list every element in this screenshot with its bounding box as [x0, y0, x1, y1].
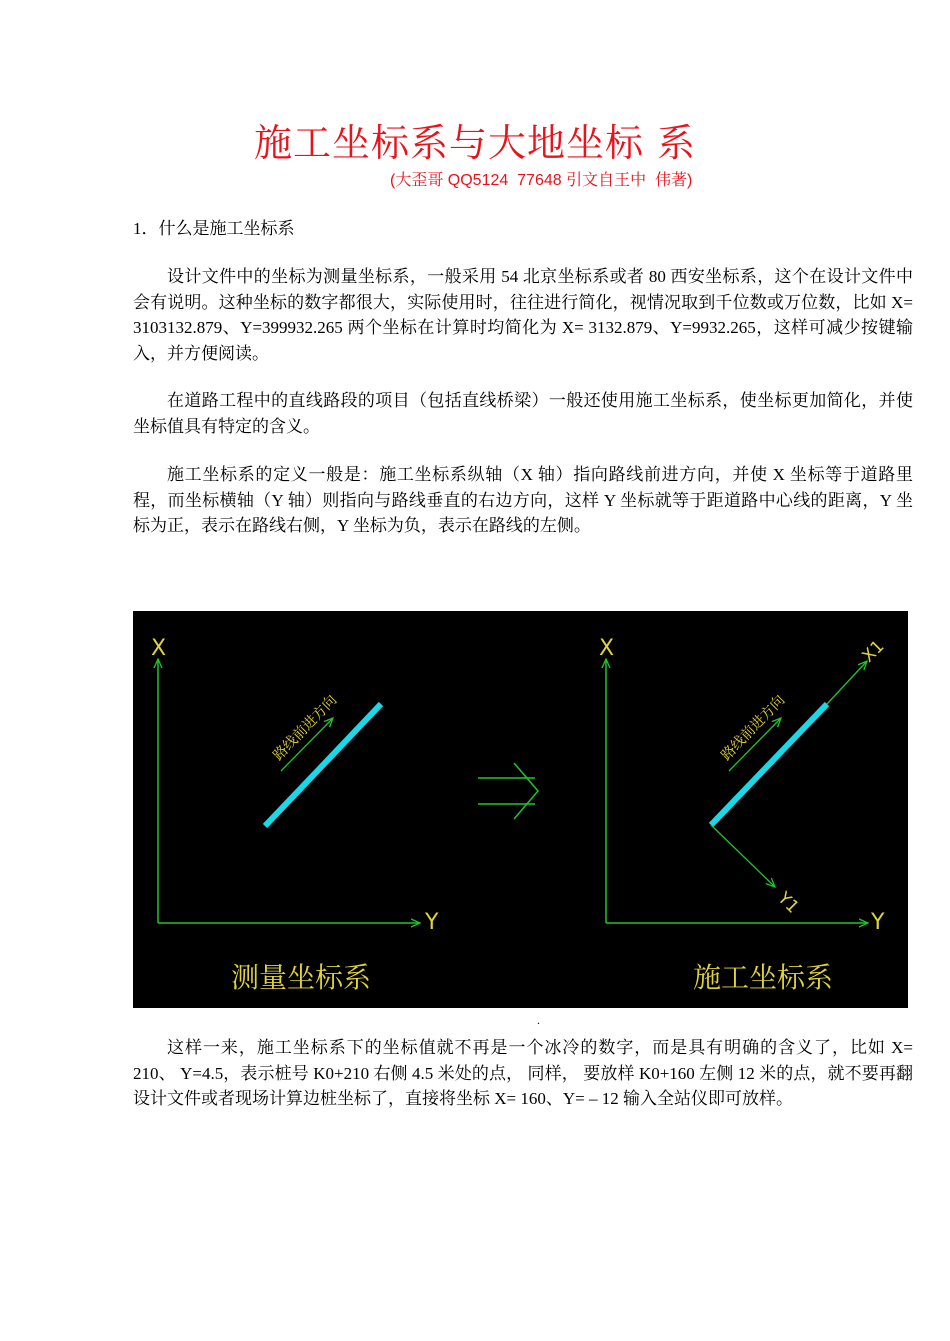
right-route-label: 路线前进方向	[718, 692, 789, 764]
coordinate-system-figure	[133, 611, 908, 1008]
left-route-label: 路线前进方向	[270, 692, 341, 764]
implies-arrow	[478, 763, 538, 819]
construction-coordinate-panel	[599, 636, 888, 994]
left-road-line	[265, 704, 381, 826]
left-x-label: X	[151, 636, 167, 661]
paragraph-3: 施工坐标系的定义一般是：施工坐标系纵轴（X 轴）指向路线前进方向，并使 X 坐标等于道路里程，而坐标横轴（Y 轴）则指向与路线垂直的右边方向，这样 Y 坐标就等于距道路中心线的距离，Y 坐标为正，表示在路线右侧，Y 坐标为负，表示在路线的左侧。	[133, 465, 913, 535]
survey-coordinate-panel	[151, 636, 439, 994]
y1-axis	[711, 825, 775, 887]
left-caption: 测量坐标系	[231, 961, 372, 994]
paragraph-2: 在道路工程中的直线路段的项目（包括直线桥梁）一般还使用施工坐标系，使坐标更加简化，并使坐标值具有特定的含义。	[133, 391, 913, 436]
document-title: 施工坐标系与大地坐标 系	[253, 121, 697, 165]
x1-axis	[827, 661, 867, 704]
document-subtitle: (大歪哥 QQ5124 77648 引文自王中 伟著)	[390, 172, 693, 189]
y1-label: Y1	[773, 888, 803, 918]
x1-label: X1	[858, 636, 889, 667]
paragraph-4: 这样一来，施工坐标系下的坐标值就不再是一个冰冷的数字，而是具有明确的含义了，比如 X= 210、 Y=4.5，表示桩号 K0+210 右侧 4.5 米处的点， 同样， 要放样 K0+160 左侧 12 米的点，就不要再翻设计文件或者现场计算边桩坐标了，直接将坐标 X= 160、Y= – 12 输入全站仪即可放样。	[133, 1038, 913, 1108]
right-caption: 施工坐标系	[693, 961, 834, 994]
paragraph-1: 设计文件中的坐标为测量坐标系，一般采用 54 北京坐标系或者 80 西安坐标系，这个在设计文件中会有说明。这种坐标的数字都很大，实际使用时，往往进行简化，视情况取到千位数或万位数，比如 X= 3103132.879、Y=399932.265 两个坐标在计算时均简化为 X= 3132.879、Y=9932.265，这样可减少按键输入，并方便阅读。	[133, 267, 913, 363]
right-y-label: Y	[871, 910, 885, 935]
figure-dot: .	[537, 1013, 540, 1027]
section-heading: 1．什么是施工坐标系	[133, 219, 295, 238]
right-x-label: X	[599, 636, 615, 661]
left-y-label: Y	[425, 910, 439, 935]
